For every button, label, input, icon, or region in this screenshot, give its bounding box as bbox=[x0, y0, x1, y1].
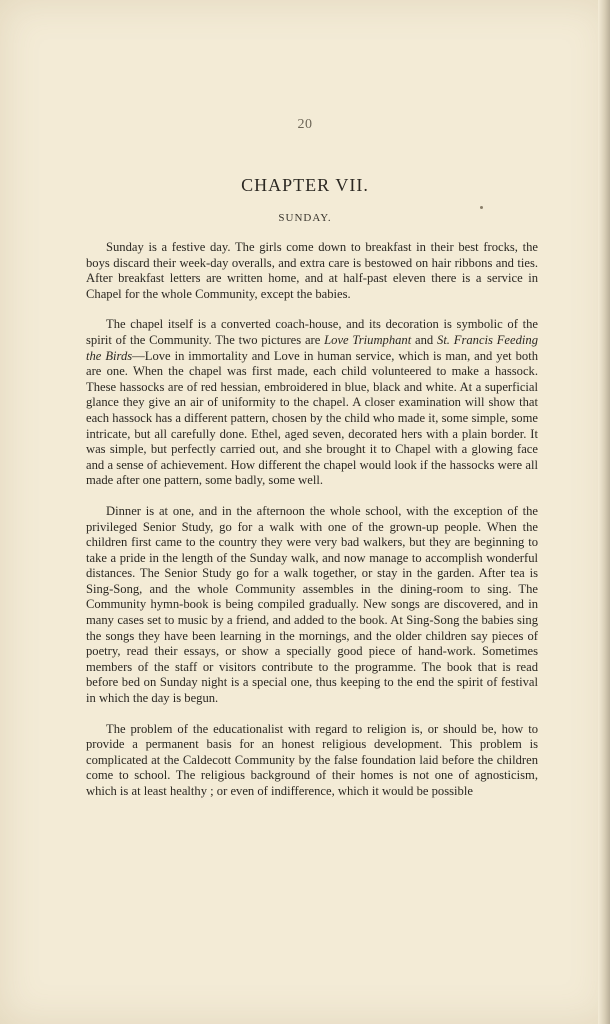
paragraph-4: The problem of the educationalist with regard to religion is, or should be, how to provide a permanent basis for an honest religious development. This problem is complicated at the Caldecott Community by the false foundation laid before the children come to school. The religious background of their homes is not one of agnosticism, which is at least healthy ; or even of indifference, which it would be possible bbox=[86, 721, 538, 798]
paragraph-2-text-b: and bbox=[411, 332, 438, 347]
paragraph-2-text-a: The chapel itself is a converted coach-house, and its decoration is symbolic of the spirit of the Community. The two pictures are bbox=[86, 317, 538, 347]
picture-title-love-triumphant: Love Triumphant bbox=[324, 332, 412, 347]
chapter-title: CHAPTER VII. bbox=[241, 175, 369, 195]
paper-speck bbox=[480, 206, 483, 209]
paragraph-1: Sunday is a festive day. The girls come down to breakfast in their best frocks, the boys discard their week-day overalls, and extra care is bestowed on hair ribbons and ties. After breakfast letters are written home, and at half-past eleven there is a service in Chapel for the whole Community, except the babies. bbox=[86, 240, 538, 301]
picture-title-st-francis: St. Francis Feeding the Birds bbox=[86, 332, 538, 363]
body-text bbox=[86, 240, 538, 815]
page-binding-edge bbox=[598, 0, 610, 1024]
page-number: 20 bbox=[297, 117, 313, 132]
paragraph-2 bbox=[86, 317, 538, 489]
paragraph-3: Dinner is at one, and in the afternoon the whole school, with the exception of the privileged Senior Study, go for a walk with one of the grown-up people. When the children first came to the country they were very bad walkers, but they are beginning to take a pride in the length of the Sunday walk, and now manage to accomplish wonderful distances. The Senior Study go for a walk together, or stay in the garden. After tea is Sing-Song, and the whole Community assembles in the dining-room to sing. The Community hymn-book is being compiled gradually. New songs are discovered, and in many cases set to music by a friend, and added to the book. At Sing-Song the babies sing the songs they have been learning in the mornings, and the older children say pieces of poetry, read their essays, or show a specially good piece of hand-work. Sometimes members of the staff or visitors contribute to the programme. The book that is read before bed on Sunday night is a special one, thus keeping to the end the spirit of festival in which the day is begun. bbox=[86, 503, 538, 706]
section-title: SUNDAY. bbox=[278, 212, 332, 224]
paragraph-2-text-c: —Love in immortality and Love in human service, which is man, and yet both are one. When the chapel was first made, each child volunteered to make a hassock. These hassocks are of red hessian, embroidered in blue, black and white. At a superficial glance they give an air of uniformity to the chapel. A closer examination will show that each hassock has a different pattern, chosen by the child who made it, some simple, some intricate, but all carefully done. Ethel, aged seven, decorated hers with a plain border. It was simple, but perfectly carried out, and she brought it to Chapel with a glowing face and a sense of achievement. How different the chapel would look if the hassocks were all made after one pattern, some badly, some well. bbox=[86, 348, 538, 488]
